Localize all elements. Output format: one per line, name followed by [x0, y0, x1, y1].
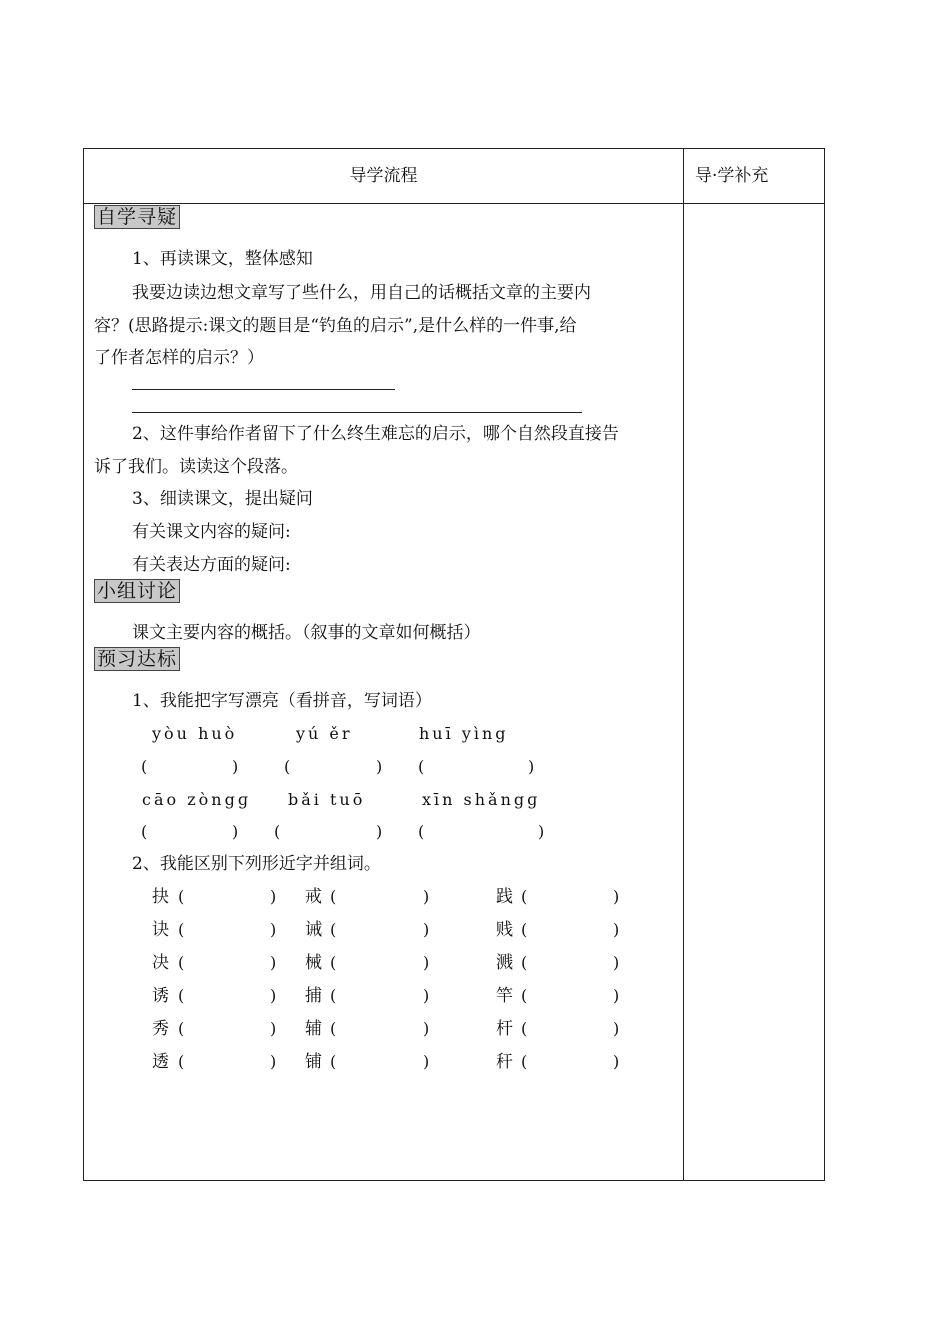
paren-close: ) [613, 953, 620, 972]
char-item: 抉 [152, 887, 169, 907]
self-study-item3-q2: 有关表达方面的疑问: [132, 555, 291, 575]
self-study-item1-line3: 了作者怎样的启示？） [94, 348, 264, 368]
column-divider [683, 149, 684, 1180]
paren-close: ) [270, 1019, 277, 1038]
paren-open: ( [178, 1052, 185, 1071]
paren-close: ) [538, 822, 545, 841]
answer-line [132, 412, 582, 413]
char-item: 戒 [305, 887, 322, 907]
char-item: 溅 [496, 953, 513, 973]
paren-open: ( [521, 1019, 528, 1038]
paren-close: ) [613, 1019, 620, 1038]
paren-close: ) [613, 1052, 620, 1071]
paren-close: ) [528, 757, 535, 776]
paren-open: ( [178, 953, 185, 972]
study-guide-table [83, 148, 825, 1181]
section-group: 小组讨论 [94, 579, 180, 603]
paren-open: ( [141, 757, 148, 776]
paren-close: ) [423, 920, 430, 939]
self-study-item3-q1: 有关课文内容的疑问: [132, 522, 291, 542]
char-item: 诫 [305, 920, 322, 940]
self-study-item2-line1: 2、这件事给作者留下了什么终生难忘的启示，哪个自然段直接告 [132, 424, 619, 444]
paren-open: ( [418, 757, 425, 776]
char-item: 杆 [496, 1019, 513, 1039]
paren-open: ( [330, 887, 337, 906]
paren-open: ( [330, 1019, 337, 1038]
pinyin-5: bǎi tuō [288, 790, 366, 809]
self-study-item1-title: 1、再读课文，整体感知 [132, 249, 313, 269]
paren-open: ( [521, 1052, 528, 1071]
char-item: 辅 [305, 1019, 322, 1039]
paren-open: ( [330, 953, 337, 972]
self-study-item1-line1: 我要边读边想文章写了些什么，用自己的话概括文章的主要内 [132, 283, 591, 303]
paren-close: ) [423, 887, 430, 906]
paren-close: ) [376, 822, 383, 841]
paren-close: ) [270, 1052, 277, 1071]
paren-open: ( [178, 1019, 185, 1038]
paren-close: ) [232, 757, 239, 776]
paren-open: ( [141, 822, 148, 841]
char-item: 透 [152, 1052, 169, 1072]
paren-open: ( [521, 920, 528, 939]
char-item: 决 [152, 953, 169, 973]
paren-open: ( [284, 757, 291, 776]
paren-open: ( [521, 953, 528, 972]
paren-open: ( [178, 920, 185, 939]
pinyin-3: huī yìng [419, 724, 509, 743]
self-study-item3-title: 3、细读课文，提出疑问 [132, 489, 313, 509]
char-item: 秀 [152, 1019, 169, 1039]
paren-close: ) [423, 986, 430, 1005]
header-left-title: 导学流程 [349, 166, 418, 186]
paren-close: ) [270, 920, 277, 939]
section-self-study: 自学寻疑 [94, 205, 180, 229]
char-item: 铺 [305, 1052, 322, 1072]
section-preview: 预习达标 [94, 647, 180, 671]
paren-close: ) [613, 986, 620, 1005]
paren-open: ( [274, 822, 281, 841]
header-right-title: 导·学补充 [695, 166, 769, 186]
pinyin-2: yú ěr [296, 724, 353, 743]
paren-close: ) [613, 887, 620, 906]
char-item: 械 [305, 953, 322, 973]
char-item: 捕 [305, 986, 322, 1006]
char-item: 竿 [496, 986, 513, 1006]
char-item: 诱 [152, 986, 169, 1006]
group-text: 课文主要内容的概括。（叙事的文章如何概括） [132, 623, 481, 643]
paren-close: ) [232, 822, 239, 841]
paren-open: ( [178, 887, 185, 906]
self-study-item1-line2: 容？(思路提示:课文的题目是“钓鱼的启示”,是什么样的一件事,给 [94, 316, 577, 336]
pinyin-6: xīn shǎngɡ [422, 790, 541, 809]
paren-close: ) [423, 953, 430, 972]
paren-open: ( [178, 986, 185, 1005]
paren-close: ) [270, 986, 277, 1005]
paren-open: ( [521, 887, 528, 906]
paren-open: ( [418, 822, 425, 841]
self-study-item2-line2: 诉了我们。读读这个段落。 [94, 457, 298, 477]
paren-close: ) [613, 920, 620, 939]
paren-close: ) [270, 953, 277, 972]
paren-open: ( [330, 920, 337, 939]
paren-close: ) [270, 887, 277, 906]
pinyin-4: cāo zòngɡ [142, 790, 252, 809]
paren-open: ( [330, 986, 337, 1005]
preview-item2-title: 2、我能区别下列形近字并组词。 [132, 854, 381, 874]
char-item: 贱 [496, 920, 513, 940]
paren-close: ) [423, 1052, 430, 1071]
paren-open: ( [330, 1052, 337, 1071]
char-item: 秆 [496, 1052, 513, 1072]
char-item: 诀 [152, 920, 169, 940]
pinyin-1: yòu huò [152, 724, 238, 743]
paren-close: ) [376, 757, 383, 776]
answer-line [132, 389, 395, 390]
paren-close: ) [423, 1019, 430, 1038]
header-divider [84, 203, 824, 204]
char-item: 践 [496, 887, 513, 907]
preview-item1-title: 1、我能把字写漂亮（看拼音，写词语） [132, 691, 432, 711]
paren-open: ( [521, 986, 528, 1005]
